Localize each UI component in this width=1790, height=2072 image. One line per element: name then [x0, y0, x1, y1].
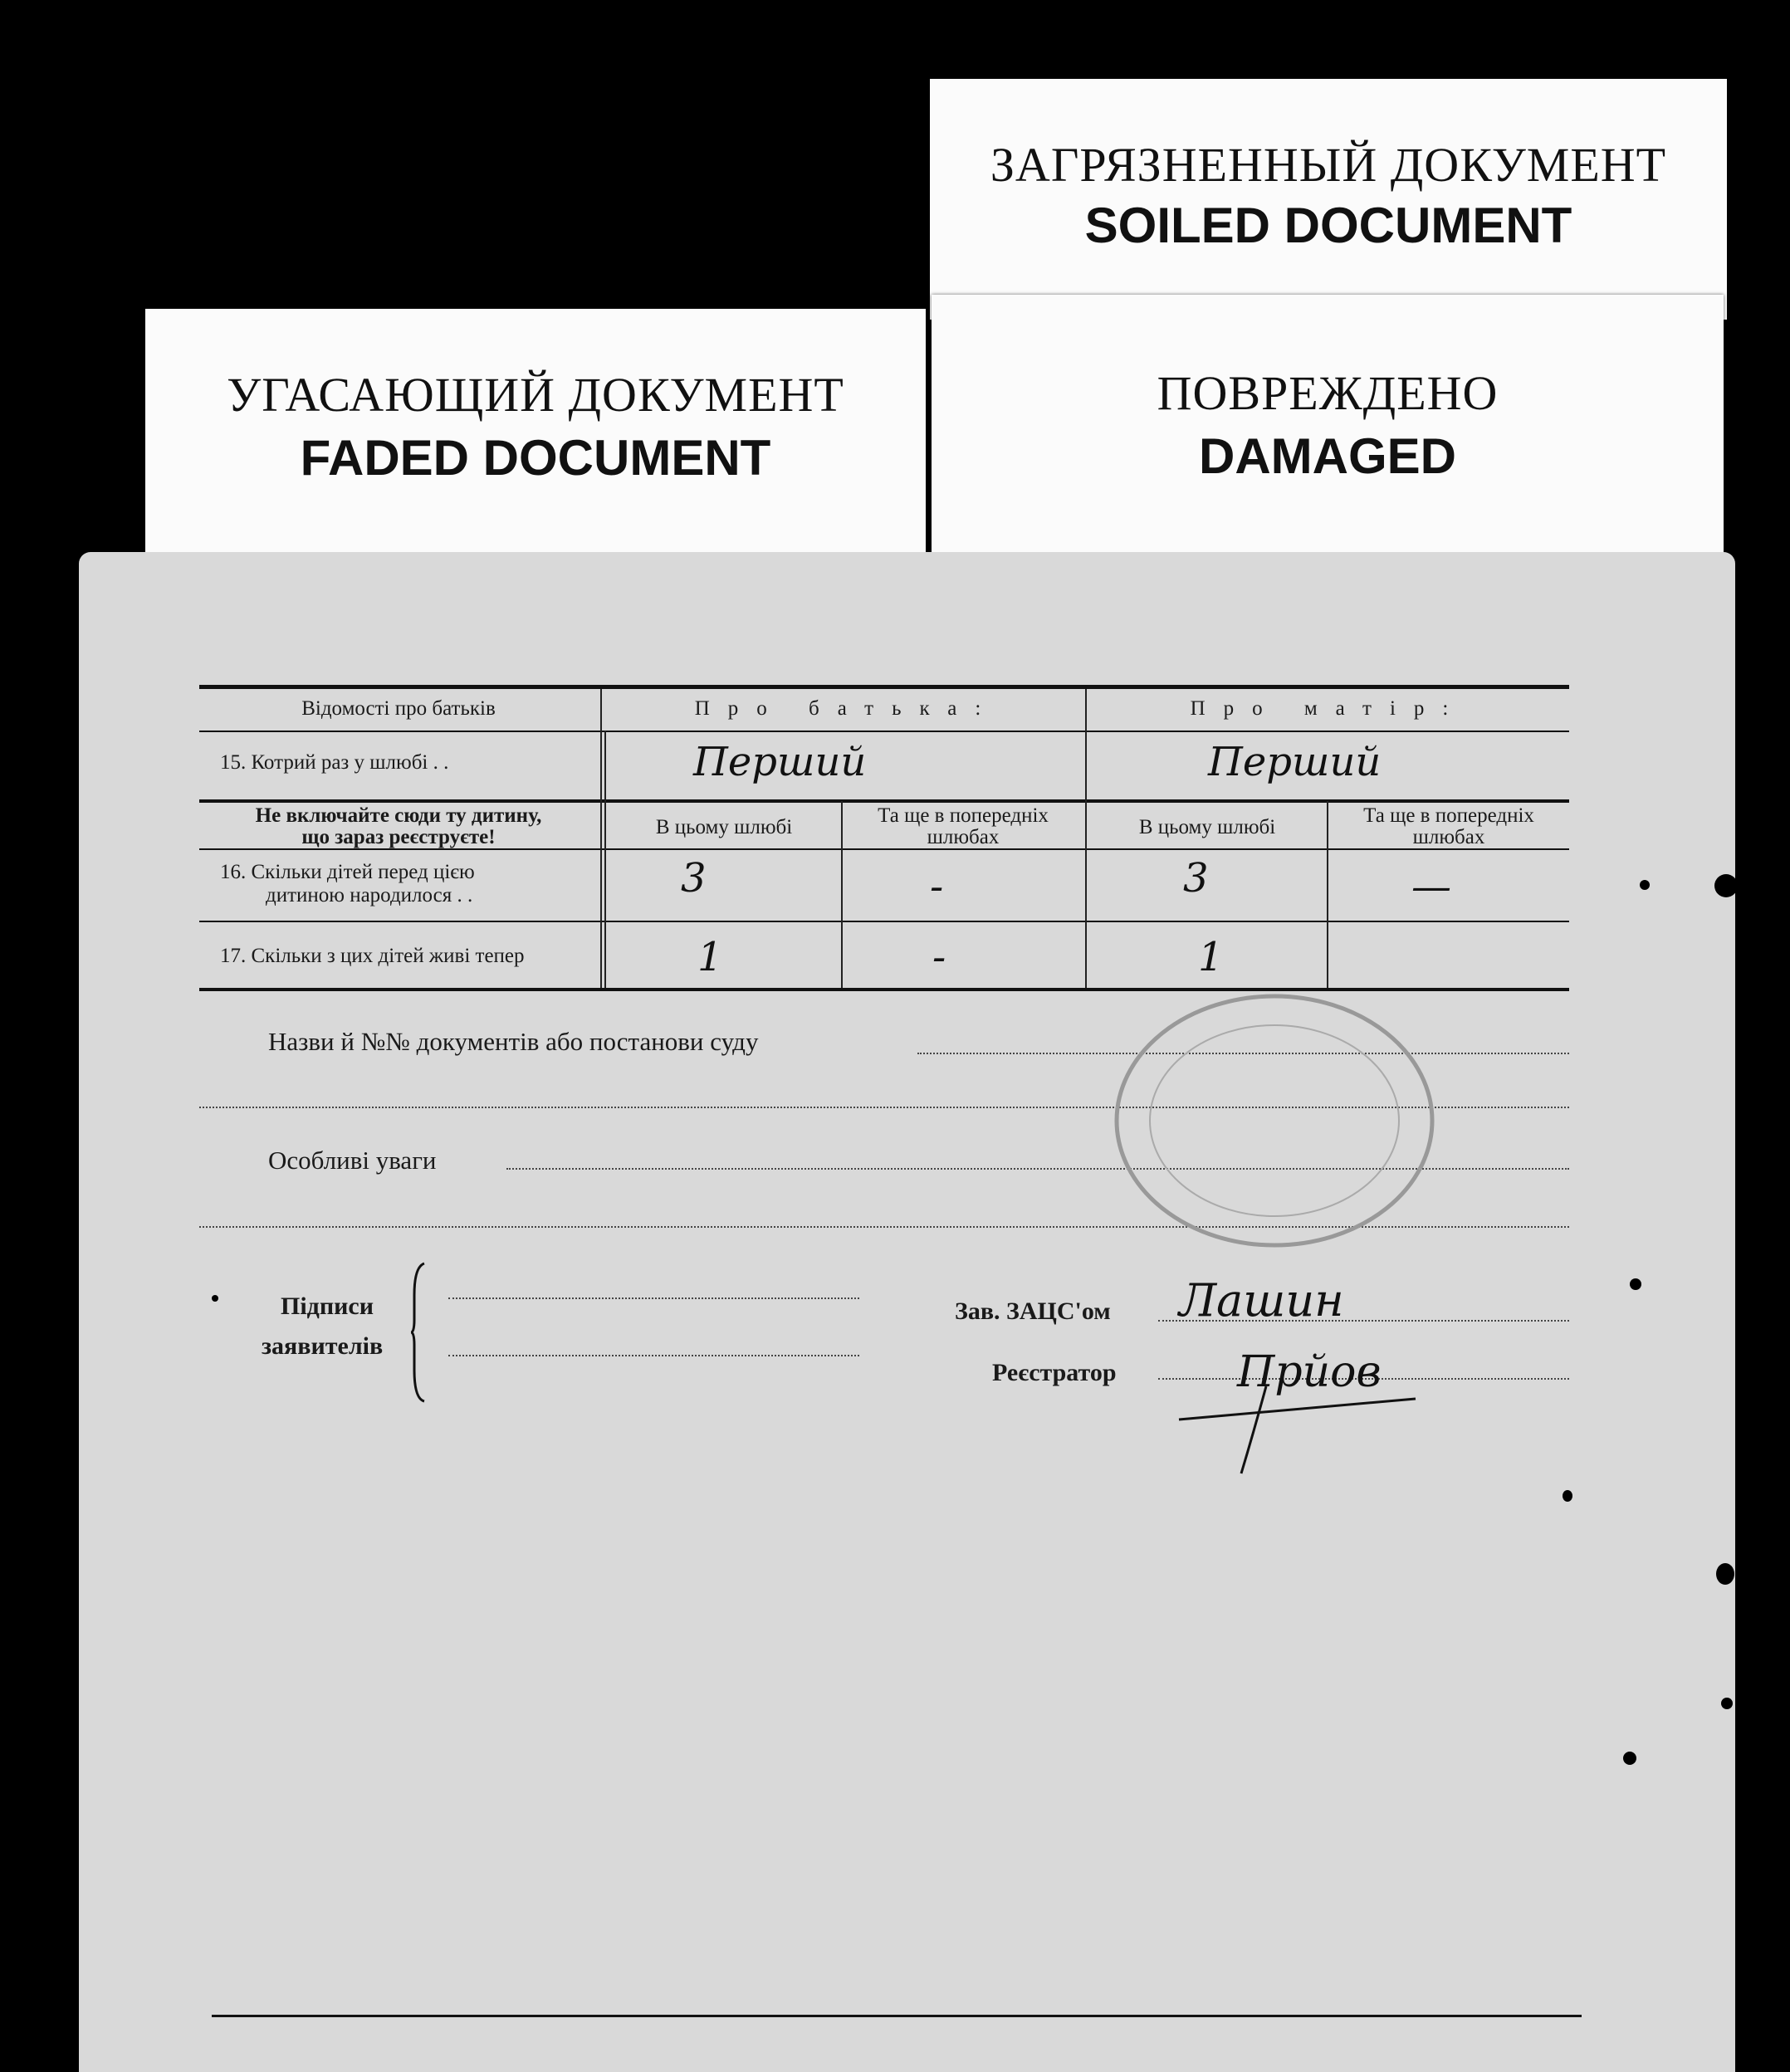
- damaged-label-en: DAMAGED: [1199, 428, 1456, 484]
- mother-prev-header-1: Та ще в попередніх: [1363, 804, 1534, 827]
- applicant-signature-line-2: [448, 1355, 859, 1356]
- father-this-marriage-header: В цьому шлюбі: [655, 816, 793, 838]
- row16-mother-prev: —: [1411, 863, 1451, 910]
- head-label: Зав. ЗАЦС'ом: [955, 1297, 1111, 1325]
- row16-father-prev: -: [930, 863, 944, 910]
- row17-mother-this: 1: [1198, 934, 1224, 980]
- document-sheet: [79, 552, 1735, 2072]
- registrar-label: Реєстратор: [992, 1359, 1117, 1386]
- exclude-note-2: що зараз реєструєте!: [301, 826, 496, 848]
- punch-hole: [212, 1295, 218, 1302]
- punch-hole: [1630, 1278, 1641, 1290]
- faded-label-en: FADED DOCUMENT: [300, 430, 771, 486]
- applicants-label-2: заявителів: [262, 1332, 384, 1360]
- registrar-signature: Прйов: [1237, 1347, 1382, 1397]
- soiled-label-ru: ЗАГРЯЗНЕННЫЙ ДОКУМЕНТ: [990, 138, 1667, 192]
- soiled-document-label: [930, 79, 1727, 320]
- row16-label-1: 16. Скільки дітей перед цією: [220, 861, 475, 883]
- mother-this-marriage-header: В цьому шлюбі: [1138, 816, 1276, 838]
- row17-father-prev: -: [932, 934, 946, 980]
- punch-hole: [1640, 880, 1650, 890]
- documents-label: Назви й №№ документів або постанови суду: [268, 1027, 759, 1056]
- col-mother: Про матір:: [1190, 697, 1467, 720]
- damaged-label-ru: ПОВРЕЖДЕНО: [1157, 366, 1499, 420]
- applicants-brace: [411, 1262, 428, 1403]
- row15-father-value: Перший: [693, 739, 867, 785]
- col-parents-info: Відомості про батьків: [301, 697, 496, 720]
- faded-document-label: [145, 309, 926, 574]
- row17-label: 17. Скільки з цих дітей живі тепер: [220, 945, 525, 967]
- applicants-label-1: Підписи: [281, 1293, 374, 1320]
- damaged-label: [932, 295, 1724, 569]
- row15-mother-value: Перший: [1208, 739, 1382, 785]
- punch-hole: [1714, 874, 1738, 897]
- punch-hole: [1623, 1752, 1636, 1765]
- row16-father-this: 3: [681, 855, 707, 902]
- registrar-signature-stroke: [1175, 1382, 1424, 1482]
- faded-label-ru: УГАСАЮЩИЙ ДОКУМЕНТ: [227, 368, 844, 422]
- applicant-signature-line-1: [448, 1297, 859, 1299]
- notes-label: Особливі уваги: [268, 1146, 437, 1175]
- father-prev-header-2: шлюбах: [927, 826, 1000, 848]
- soiled-label-en: SOILED DOCUMENT: [1084, 198, 1572, 253]
- exclude-note-1: Не включайте сюди ту дитину,: [255, 804, 542, 827]
- father-prev-header-1: Та ще в попередніх: [878, 804, 1049, 827]
- row15-label: 15. Котрий раз у шлюбі . .: [220, 751, 449, 774]
- col-father: Про батька:: [694, 697, 1000, 720]
- row16-label-2: дитиною народилося . .: [266, 884, 473, 906]
- row16-mother-this: 3: [1183, 855, 1209, 902]
- punch-hole: [1716, 1563, 1734, 1585]
- mother-prev-header-2: шлюбах: [1412, 826, 1485, 848]
- head-signature: Лашин: [1179, 1274, 1344, 1327]
- row17-father-this: 1: [697, 934, 723, 980]
- punch-hole: [1563, 1490, 1572, 1502]
- punch-hole: [1721, 1698, 1733, 1709]
- official-stamp: [1108, 988, 1440, 1253]
